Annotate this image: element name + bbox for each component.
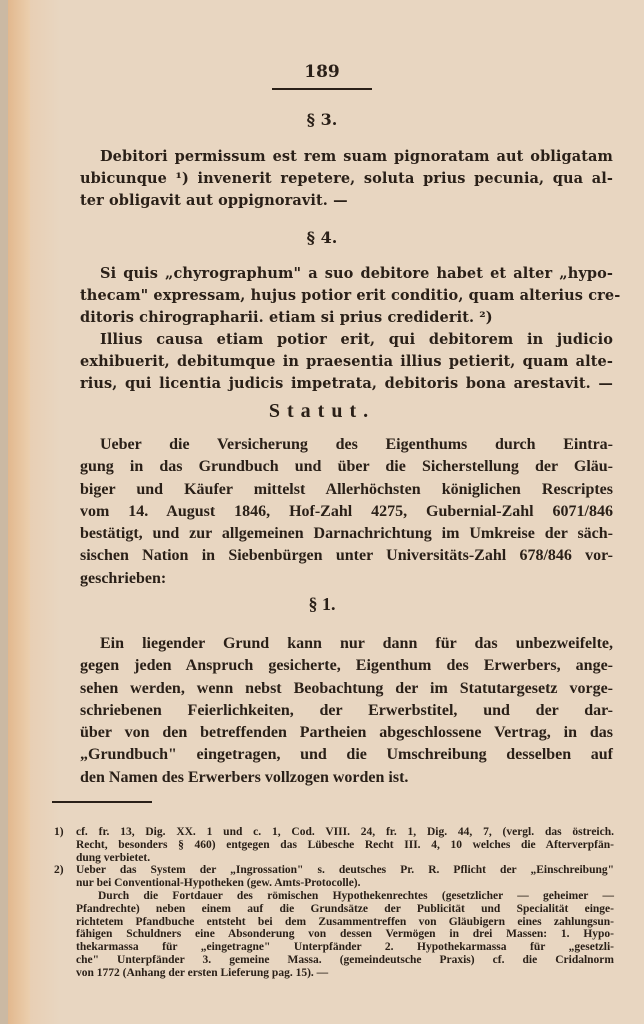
text-line: geschrieben:	[80, 569, 167, 587]
page-gutter-shadow	[8, 0, 30, 1024]
footnote-line: dung verbietet.	[76, 851, 151, 864]
text-line: sischen Nation in Siebenbürgen unter Universitäts-Zahl 678/846 vor-	[80, 547, 613, 565]
text-line: Ein liegender Grund kann nur dann für das unbezweifelte,	[100, 635, 613, 652]
statut-preamble	[80, 434, 613, 590]
statut-title: Statut.	[268, 400, 376, 422]
footnote-marker: 1)	[54, 826, 64, 838]
text-line: gegen jeden Anspruch gesicherte, Eigenthum des Erwerbers, ange-	[80, 657, 613, 675]
section-heading-1: § 1.	[308, 594, 336, 614]
footnote-line: von 1772 (Anhang der ersten Lieferung pag. 15). —	[76, 966, 329, 979]
footnote-line: Ueber das System der „Ingrossation" s. deutsches Pr. R. Pflicht der „Einschreibung"	[76, 864, 614, 877]
footnote-line: fähigen Schuldners eine Absonderung von dessen Vermögen in drei Massen: 1. Hypo-	[76, 928, 614, 941]
section-3-text	[80, 146, 613, 212]
text-line: vom 14. August 1846, Hof-Zahl 4275, Gubernial-Zahl 6071/846	[80, 502, 613, 520]
adjacent-page-edge	[0, 0, 8, 1024]
footnote-line: Durch die Fortdauer des römischen Hypothekenrechtes (gesetzlicher — geheimer —	[98, 889, 614, 902]
section-heading-3: § 3.	[306, 110, 338, 129]
footnote-line: thekarmassa für „eingetragne" Unterpfänder 2. Hypothekarmassa für „gesetzli-	[76, 941, 614, 954]
text-line: bestätigt, und zur allgemeinen Darnachrichtung im Umkreise der säch-	[80, 525, 613, 543]
footnote-line: Recht, besonders § 460) entgegen das Lübesche Recht III. 4, 10 welches die Afterverpfän-	[76, 838, 614, 851]
section-4-text	[80, 263, 621, 395]
footnote-line: Pfandrechte) neben einem auf die Grundsätze der Publicität und Specialität einge-	[76, 902, 614, 915]
footnote-line: che" Unterpfänder 3. gemeine Massa. (gemeindeutsche Praxis) cf. die Cridalnorm	[76, 953, 614, 966]
text-line: Debitori permissum est rem suam pignoratam aut obligatam	[100, 148, 613, 165]
footnotes	[54, 826, 614, 980]
text-line: rius, qui licentia judicis impetrata, debitoris bona arestavit. —	[80, 375, 613, 392]
footnote-line: richtetem Pfandbuche entsteht bei dem Zusammentreffen von Gläubigern eines zahlungsun-	[76, 915, 614, 928]
footnote-line: nur bei Conventional-Hypotheken (gew. Amts-Protocolle).	[76, 877, 361, 890]
text-line: Ueber die Versicherung des Eigenthums durch Eintra-	[100, 436, 613, 453]
text-line: ditoris chirographarii. etiam si prius crediderit. ²)	[80, 309, 493, 326]
section-1-text	[80, 633, 613, 789]
text-line: Si quis „chyrographum" a suo debitore habet et alter „hypo-	[100, 265, 613, 282]
section-heading-4: § 4.	[306, 228, 338, 247]
footnote-1	[54, 826, 614, 864]
text-line: schriebenen Feierlichkeiten, der Erwerbstitel, und der dar-	[80, 701, 613, 719]
footnote-line: cf. fr. 13, Dig. XX. 1 und c. 1, Cod. VIII. 24, fr. 1, Dig. 44, 7, (vergl. das östreich.	[76, 826, 614, 838]
text-line: biger und Käufer mittelst Allerhöchsten königlichen Rescriptes	[80, 480, 613, 498]
footnote-2	[54, 864, 614, 979]
header-rule	[272, 88, 372, 90]
text-line: ubicunque ¹) invenerit repetere, soluta prius pecunia, qua al-	[80, 170, 613, 187]
text-line: sehen werden, wenn nebst Beobachtung der im Statutargesetz vorge-	[80, 679, 613, 697]
text-line: exhibuerit, debitumque in praesentia illius petierit, quam alte-	[80, 353, 613, 370]
text-line: Illius causa etiam potior erit, qui debitorem in judicio	[100, 331, 613, 348]
text-line: den Namen des Erwerbers vollzogen worden ist.	[80, 768, 409, 786]
footnote-rule	[52, 801, 152, 803]
text-line: über von den betreffenden Partheien abgeschlossene Vertrag, in das	[80, 724, 613, 742]
footnote-marker: 2)	[54, 864, 64, 877]
page-number: 189	[304, 62, 340, 82]
text-line: „Grundbuch" eingetragen, und die Umschreibung desselben auf	[80, 746, 613, 764]
text-line: gung in das Grundbuch und über die Sicherstellung der Gläu-	[80, 458, 613, 476]
text-line: ter obligavit aut oppignoravit. —	[80, 192, 348, 209]
text-line: thecam" expressam, hujus potior erit conditio, quam alterius cre-	[80, 287, 621, 304]
